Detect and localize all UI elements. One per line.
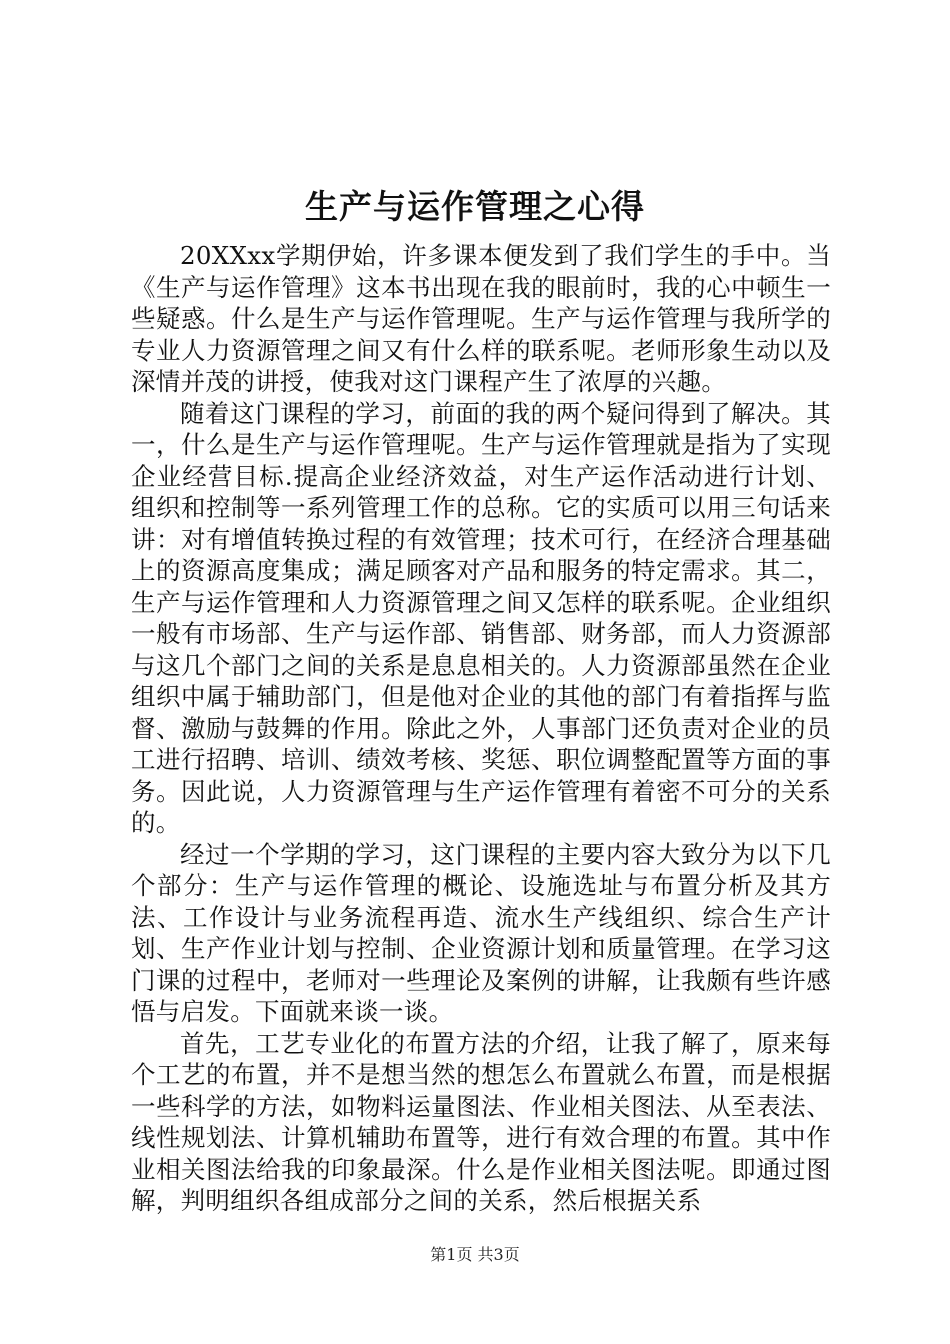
document-title: 生产与运作管理之心得 [305, 187, 645, 226]
paragraph-1: 20XXxx学期伊始，许多课本便发到了我们学生的手中。当《生产与运作管理》这本书出现在我的眼前时，我的心中顿生一些疑惑。什么是生产与运作管理呢。生产与运作管理与我所学的专业人力资源管理之间又有什么样的联系呢。老师形象生动以及深情并茂的讲授，使我对这门课程产生了浓厚的兴趣。 [131, 241, 831, 396]
paragraph-3: 经过一个学期的学习，这门课程的主要内容大致分为以下几个部分：生产与运作管理的概论、设施选址与布置分析及其方法、工作设计与业务流程再造、流水生产线组织、综合生产计划、生产作业计划与控制、企业资源计划和质量管理。在学习这门课的过程中，老师对一些理论及案例的讲解，让我颇有些许感悟与启发。下面就来谈一谈。 [131, 839, 831, 1026]
paragraph-4: 首先，工艺专业化的布置方法的介绍，让我了解了，原来每个工艺的布置，并不是想当然的想怎么布置就么布置，而是根据一些科学的方法，如物料运量图法、作业相关图法、从至表法、线性规划法、计算机辅助布置等，进行有效合理的布置。其中作业相关图法给我的印象最深。什么是作业相关图法呢。即通过图解，判明组织各组成部分之间的关系，然后根据关系 [131, 1028, 831, 1215]
page-footer: 第1页 共3页 [430, 1245, 520, 1264]
document-body [131, 240, 831, 1217]
paragraph-2: 随着这门课程的学习，前面的我的两个疑问得到了解决。其一，什么是生产与运作管理呢。生产与运作管理就是指为了实现企业经营目标.提高企业经济效益，对生产运作活动进行计划、组织和控制等一系列管理工作的总称。它的实质可以用三句话来讲：对有增值转换过程的有效管理；技术可行，在经济合理基础上的资源高度集成；满足顾客对产品和服务的特定需求。其二，生产与运作管理和人力资源管理之间又怎样的联系呢。企业组织一般有市场部、生产与运作部、销售部、财务部，而人力资源部与这几个部门之间的关系是息息相关的。人力资源部虽然在企业组织中属于辅助部门，但是他对企业的其他的部门有着指挥与监督、激励与鼓舞的作用。除此之外，人事部门还负责对企业的员工进行招聘、培训、绩效考核、奖惩、职位调整配置等方面的事务。因此说，人力资源管理与生产运作管理有着密不可分的关系的。 [131, 398, 831, 837]
